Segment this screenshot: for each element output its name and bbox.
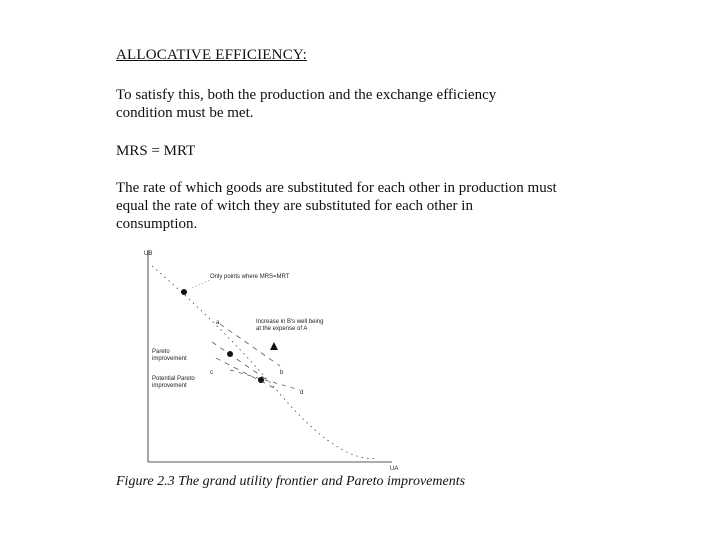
point-a-label: a [216,320,220,326]
increase-b-marker [270,342,278,350]
efficiency-paragraph-line: condition must be met. [116,105,254,121]
substitution-paragraph-line: equal the rate of witch they are substituted for each other in [116,198,473,214]
utility-frontier-figure [130,244,410,476]
point-b-label: b [280,370,284,376]
annotation-pareto-line: improvement [152,356,187,362]
point-d-label: d [300,390,304,396]
frontier-point [181,289,187,295]
slide-heading: ALLOCATIVE EFFICIENCY: [116,47,307,63]
improvement-dashed-line [230,370,300,390]
efficiency-paragraph-line: To satisfy this, both the production and the exchange efficiency [116,87,497,103]
x-axis-label: UA [390,466,399,472]
annotation-pareto-line: Pareto [152,349,170,355]
substitution-paragraph [116,179,557,233]
utility-frontier-curve [152,266,378,458]
figure-caption: Figure 2.3 The grand utility frontier and Pareto improvements [116,474,466,489]
substitution-paragraph-line: The rate of which goods are substituted for each other in production must [116,180,557,196]
utility-frontier-diagram [130,244,410,476]
y-axis-label: UB [144,251,153,257]
annotation-potential-line: Potential Pareto [152,376,195,382]
efficiency-paragraph [116,86,496,122]
annotation-only-points: Only points where MRS=MRT [210,274,290,280]
annotation-increase-line: at the expense of A [256,326,308,332]
improvement-dashed-line [212,342,270,382]
substitution-paragraph-line: consumption. [116,216,198,232]
improvement-dashed-line [216,358,278,390]
annotation-increase-line: Increase in B's well being [256,319,324,325]
annotation-potential-line: improvement [152,383,187,389]
pareto-point [227,351,233,357]
potential-pareto-point [258,377,264,383]
point-c-label: c [210,370,213,376]
equation-text: MRS = MRT [116,143,196,159]
annotation-leader [192,280,210,288]
